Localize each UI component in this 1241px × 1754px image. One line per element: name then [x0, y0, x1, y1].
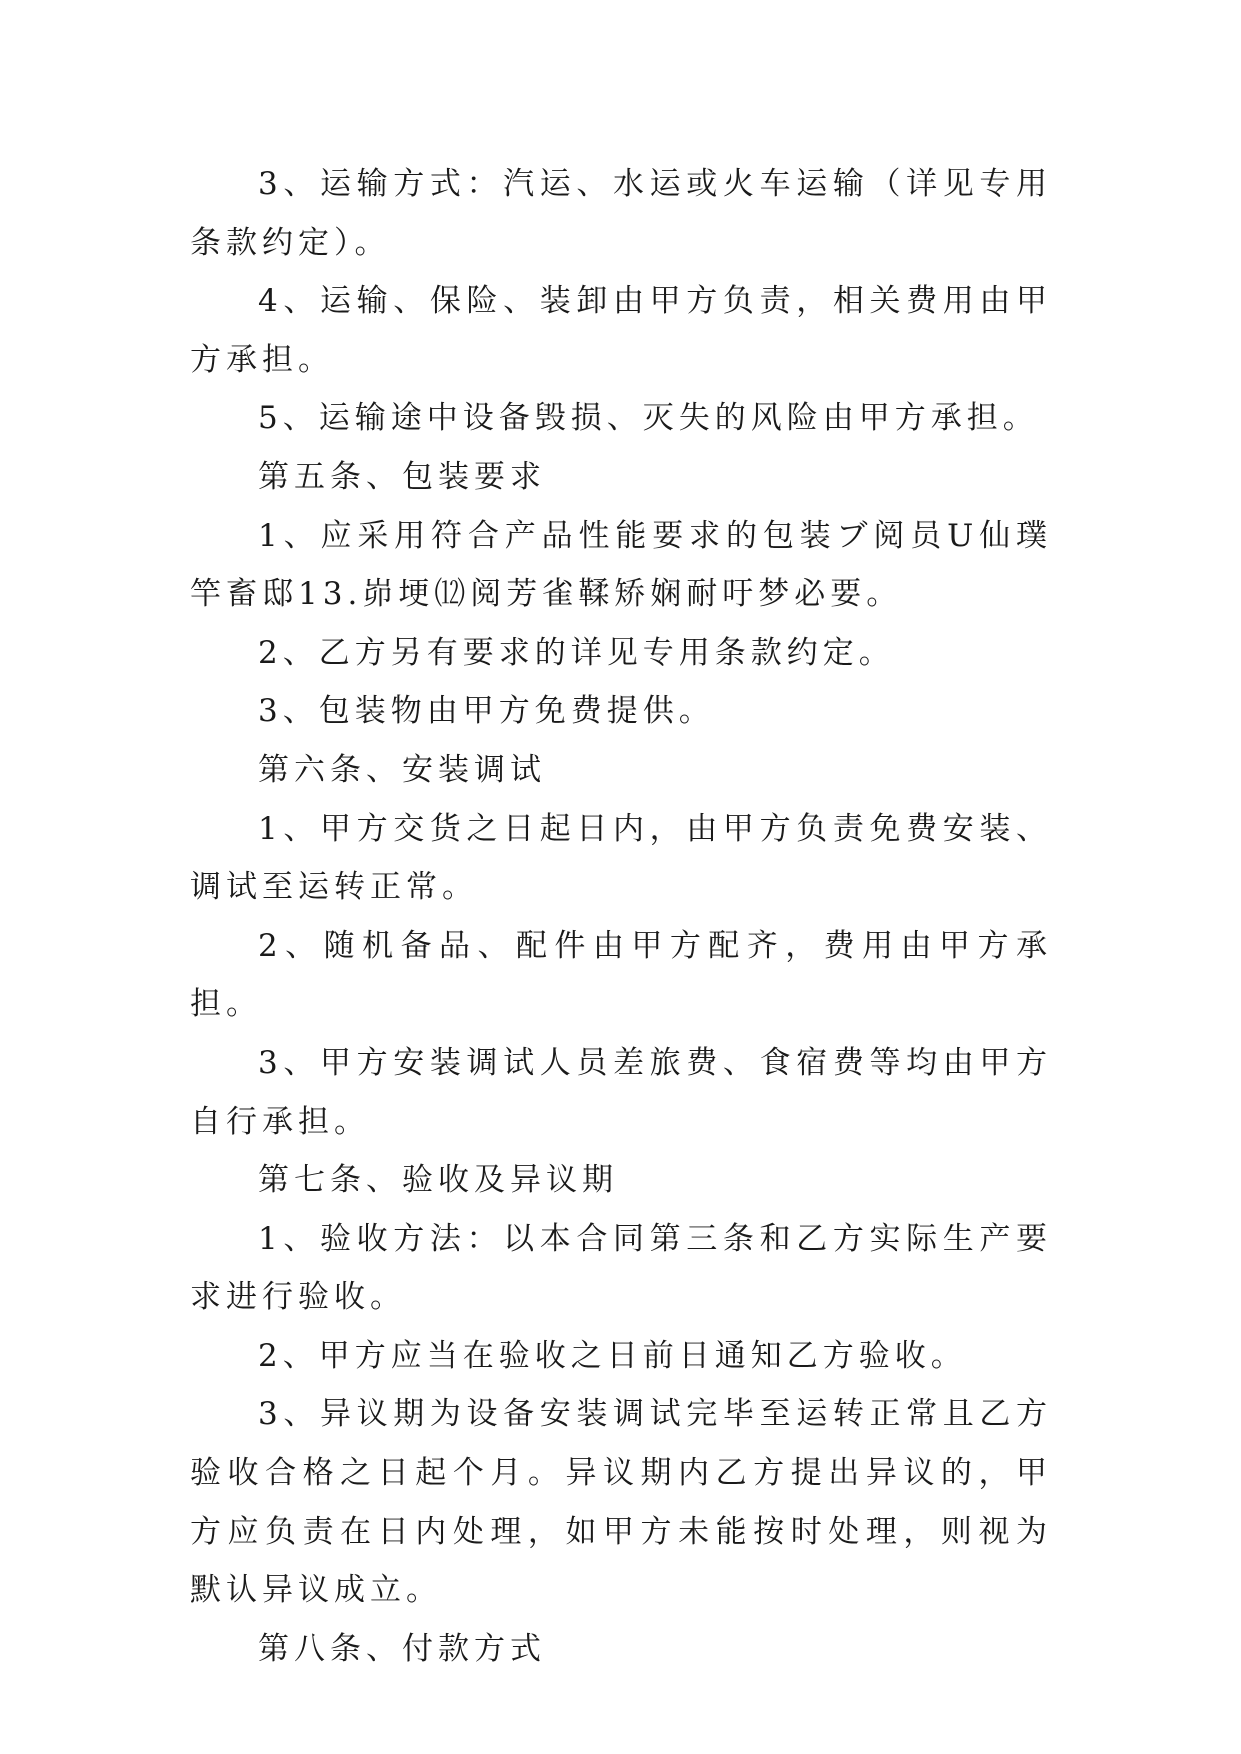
paragraph-acceptance-method: 1、验收方法：以本合同第三条和乙方实际生产要求进行验收。 [190, 1220, 1052, 1316]
paragraph-acceptance-notice: 2、甲方应当在验收之日前日通知乙方验收。 [258, 1337, 967, 1374]
section-heading-payment: 第八条、付款方式 [258, 1630, 546, 1667]
paragraph-packaging-special: 2、乙方另有要求的详见专用条款约定。 [258, 634, 895, 671]
paragraph-installation-expenses: 3、甲方安装调试人员差旅费、食宿费等均由甲方自行承担。 [190, 1044, 1052, 1140]
paragraph-transport-risk: 5、运输途中设备毁损、灭失的风险由甲方承担。 [258, 400, 1039, 437]
paragraph-installation-spares: 2、随机备品、配件由甲方配齐，费用由甲方承担。 [190, 927, 1052, 1023]
paragraph-transport-method: 3、运输方式：汽运、水运或火车运输（详见专用条款约定）。 [190, 166, 1052, 261]
document-body [190, 155, 1052, 1678]
section-heading-installation: 第六条、安装调试 [258, 751, 546, 788]
section-heading-acceptance: 第七条、验收及异议期 [258, 1162, 618, 1199]
paragraph-installation-commissioning: 1、甲方交货之日起日内，由甲方负责免费安装、调试至运转正常。 [190, 810, 1052, 906]
paragraph-packaging-material: 3、包装物由甲方免费提供。 [258, 693, 715, 730]
section-heading-packaging: 第五条、包装要求 [258, 458, 546, 495]
paragraph-transport-responsibility: 4、运输、保险、装卸由甲方负责，相关费用由甲方承担。 [190, 283, 1052, 378]
paragraph-packaging-standard: 1、应采用符合产品性能要求的包装ブ阅员U仙璞竿畜邸13.峁埂⑿阅芳雀鞣矫娴耐吁梦必要。 [190, 517, 1052, 613]
paragraph-objection-period: 3、异议期为设备安装调试完毕至运转正常且乙方验收合格之日起个月。异议期内乙方提出异议的，甲方应负责在日内处理，如甲方未能按时处理，则视为默认异议成立。 [190, 1396, 1052, 1609]
